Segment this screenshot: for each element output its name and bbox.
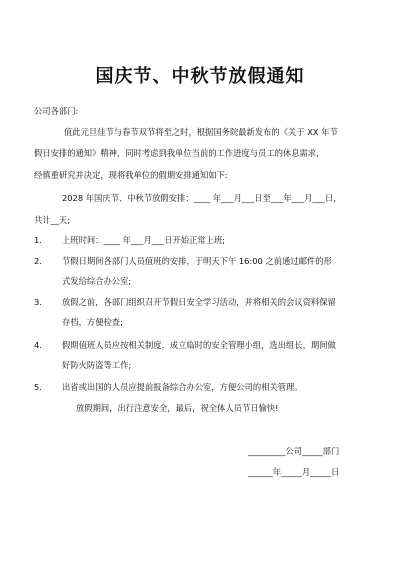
- item-text-continued: 式发给综合办公室;: [62, 276, 132, 286]
- item-number: 2.: [34, 256, 42, 266]
- page-title: 国庆节、中秋节放假通知: [95, 66, 305, 87]
- item-text: 节假日期间各部门人员值班的安排，于明天下午 16:00 之前通过邮件的形: [62, 256, 332, 266]
- item-text: 放假之前，各部门组织召开节假日安全学习活动，并将相关的会议资料保留: [62, 297, 336, 307]
- signature-date: ______年_____月_____日: [248, 467, 340, 477]
- signature-organization: _________公司_____部门: [248, 446, 340, 456]
- item-text: 出省或出国的人员应提前报备综合办公室，方便公司的相关管理。: [62, 382, 303, 392]
- intro-line-2: 假日安排的通知》精神，同时考虑到我单位当前的工作进度与员工的休息需求，: [34, 148, 325, 158]
- item-number: 3.: [34, 297, 42, 307]
- salutation: 公司各部门:: [34, 106, 79, 116]
- total-days: 共计__天;: [34, 215, 70, 225]
- item-number: 4.: [34, 340, 42, 350]
- item-text-continued: 存档，方便检查;: [62, 317, 123, 327]
- item-text: 假期值班人员应按相关制度，成立临时的安全管理小组，选出组长，期间做: [62, 340, 336, 350]
- intro-line-3: 经慎重研究并决定，现将我单位的假期安排通知如下:: [34, 170, 228, 180]
- item-number: 5.: [34, 382, 42, 392]
- item-text-continued: 好防火防盗等工作;: [62, 360, 132, 370]
- schedule-line: 2028 年国庆节、中秋节放假安排：____ 年___月___日至___年___月___日，: [62, 193, 342, 203]
- item-text: 上班时间：____ 年___月___日开始正常上班;: [62, 235, 226, 245]
- intro-line-1: 值此元旦佳节与春节双节将至之时，根据国务院最新发布的《关于 XX 年节: [64, 127, 338, 137]
- closing-line: 放假期间，出行注意安全，最后，祝全体人员节日愉快!: [76, 403, 279, 413]
- item-number: 1.: [34, 235, 42, 245]
